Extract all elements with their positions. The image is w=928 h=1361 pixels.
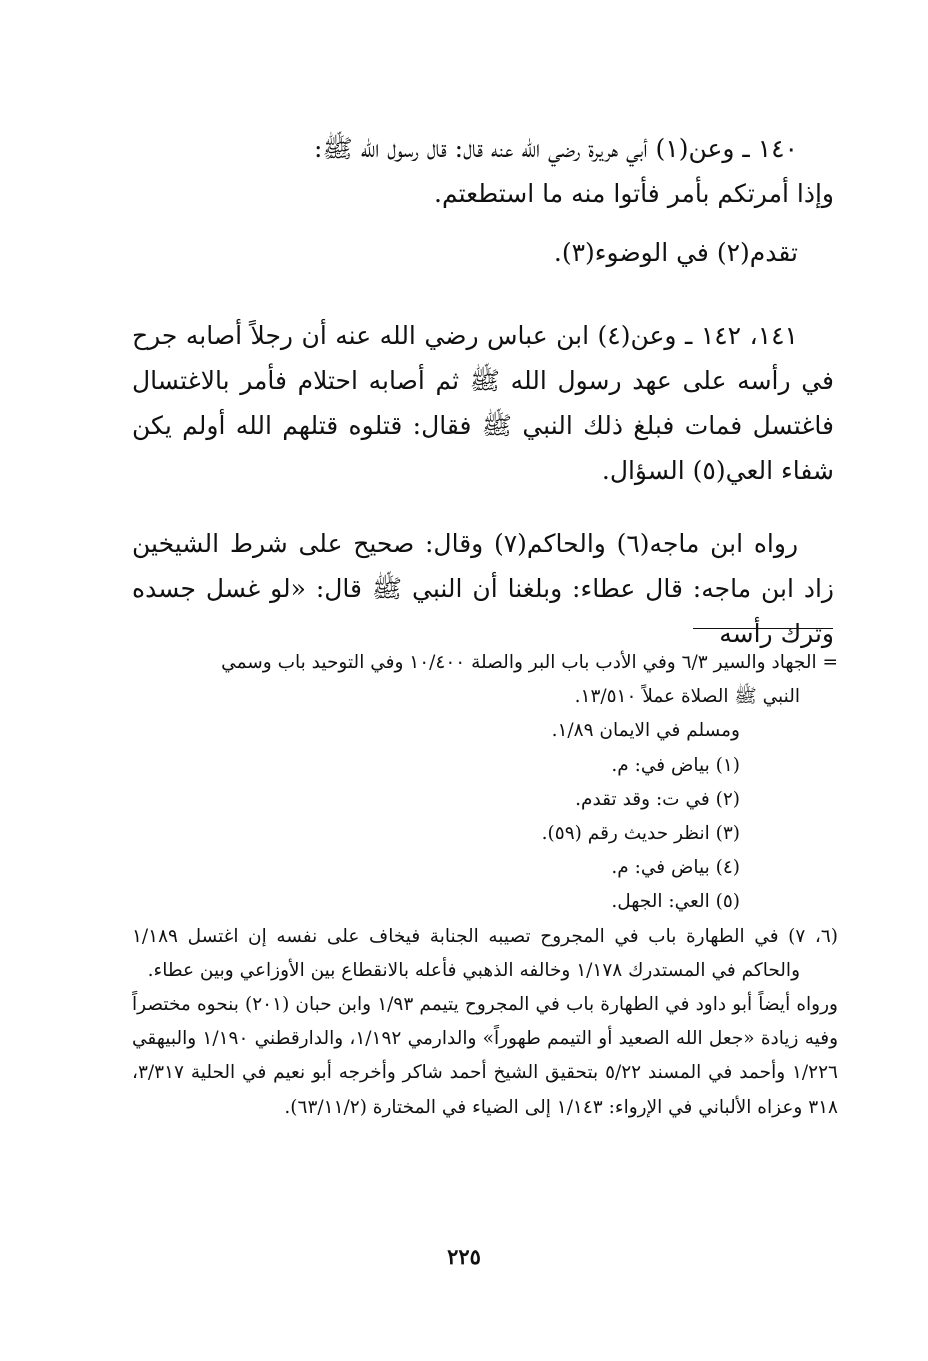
hadith-140-line2: وإذا أمرتكم بأمر فأتوا منه ما استطعتم. xyxy=(434,179,834,208)
hadith-141-narration: رواه ابن ماجه(٦) والحاكم(٧) وقال: صحيح على شرط الشيخين زاد ابن ماجه: قال عطاء: وبلغنا أن النبي ﷺ قال: «لو غسل جسده وترك رأسه xyxy=(132,529,834,648)
footnotes xyxy=(132,646,838,1125)
hadith-140-line1: ١٤٠ ـ وعن(١) أبي هريرة رضي الله عنه قال: قال رسول الله ﷺ: xyxy=(314,134,798,163)
page-number: ٢٢٥ xyxy=(447,1244,481,1269)
footnote-continued-line3: ومسلم في الايمان ١/٨٩. xyxy=(551,720,740,742)
footnote-6-7-extra: ورواه أيضاً أبو داود في الطهارة باب في المجروح يتيمم ١/٩٣ وابن حبان (٢٠١) بنحوه مختصراً وفيه زيادة «جعل الله الصعيد أو التيمم طهوراً» والدارمي ١/١٩٢، والدارقطني ١/١٩٠ والبيهقي ١/٢٢٦ وأحمد في المسند ٥/٢٢ بتحقيق الشيخ أحمد شاكر وأخرجه أبو نعيم في الحلية ٣/٣١٧، ٣١٨ وعزاه الألباني في الإرواء: ١/١٤٣ إلى الضياء في المختارة (٦٣/١١/٢). xyxy=(132,994,839,1118)
hadith-141-text: ١٤١، ١٤٢ ـ وعن(٤) ابن عباس رضي الله عنه أن رجلاً أصابه جرح في رأسه على عهد رسول الله ﷺ ثم أصابه احتلام فأمر بالاغتسال فاغتسل فمات فبلغ ذلك النبي ﷺ فقال: قتلوه قتلهم الله أولم يكن شفاء العي(٥) السؤال. xyxy=(132,321,834,485)
footnote-1: (١) بياض في: م. xyxy=(611,754,740,776)
main-text xyxy=(132,126,834,656)
footnote-divider xyxy=(693,628,833,629)
footnote-continued-line2: النبي ﷺ الصلاة عملاً ١٣/٥١٠. xyxy=(574,686,800,708)
footnote-4: (٤) بياض في: م. xyxy=(611,857,740,879)
footnote-continued-line1: = الجهاد والسير ٦/٣ وفي الأدب باب البر والصلة ١٠/٤٠٠ وفي التوحيد باب وسمي xyxy=(221,652,838,673)
footnote-5: (٥) العي: الجهل. xyxy=(611,891,740,913)
hadith-140-reference: تقدم(٢) في الوضوء(٣). xyxy=(553,238,798,267)
footnote-2: (٢) في ت: وقد تقدم. xyxy=(575,788,740,810)
footnote-3: (٣) انظر حديث رقم (٥٩). xyxy=(541,823,740,845)
footnote-6-7: (٦، ٧) في الطهارة باب في المجروح تصيبه الجنابة فيخاف على نفسه إن اغتسل ١/١٨٩ والحاكم في المستدرك ١/١٧٨ وخالفه الذهبي فأعله بالانقطاع بين الأوزاعي وبين عطاء. xyxy=(132,925,838,981)
